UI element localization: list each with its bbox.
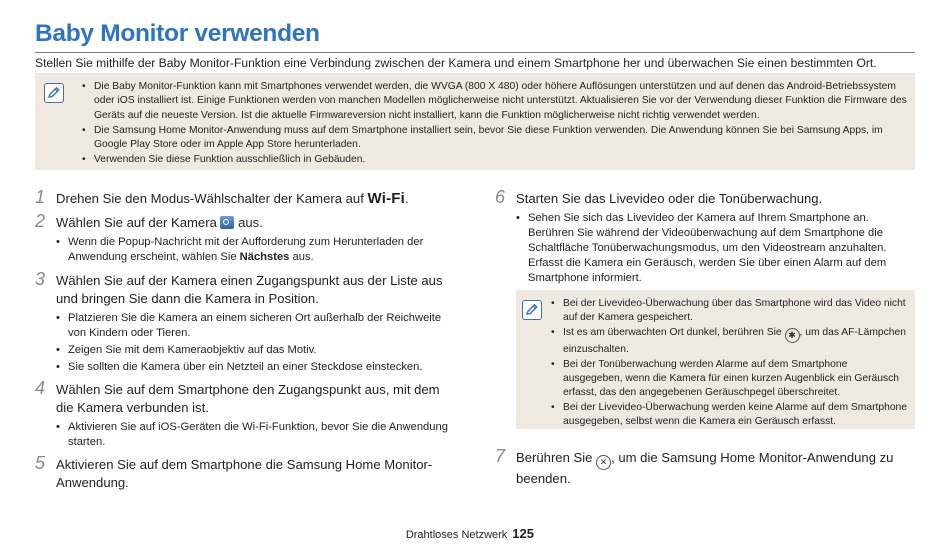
title-divider (35, 52, 915, 53)
footer-section: Drahtloses Netzwerk (405, 529, 508, 541)
page-number: 125 (512, 526, 534, 541)
step-5 (35, 453, 455, 492)
page-footer (406, 526, 534, 541)
note-text: Ist es am überwachten Ort dunkel, berühren Sie (563, 327, 785, 338)
step-text: Aktivieren Sie auf dem Smartphone die Samsung Home Monitor-Anwendung. (56, 457, 433, 490)
page-title: Baby Monitor verwenden (35, 20, 320, 47)
wifi-mode-label: Wi-Fi (367, 190, 406, 207)
step-number: 7 (495, 446, 506, 466)
right-note-item (551, 326, 909, 357)
step-1 (35, 187, 455, 208)
right-column-bottom (495, 446, 915, 488)
step-number: 4 (35, 378, 46, 398)
top-note-item: • Die Baby Monitor-Funktion kann mit Smartphones verwendet werden, die WVGA (800 X 480) oder höhere Auflösungen unterstützen und auf denen das Android-Betriebssystem oder iOS installiert ist. Einige Funktionen werden von manchen Modellen möglicherweise nicht unterstützt. Aktualisieren Sie vor der Verwendung dieser Funktion die Firmware des Geräts auf die neueste Version. Ist die aktuelle Firmwareversion nicht installiert, kann die Funktion möglicherweise nicht richtig verwendet werden. (82, 80, 910, 123)
intro-text: Stellen Sie mithilfe der Baby Monitor-Funktion eine Verbindung zwischen der Kamera und einem Smartphone her und überwachen Sie einen bestimmten Ort. (35, 56, 877, 70)
step-text: Wählen Sie auf der Kamera einen Zugangspunkt aus der Liste aus und bringen Sie dann die Kamera in Position. (56, 273, 443, 306)
step-text: Starten Sie das Livevideo oder die Tonüberwachung. (516, 191, 823, 206)
step-text: Drehen Sie den Modus-Wählschalter der Kamera auf (56, 191, 368, 206)
sub-item: • Zeigen Sie mit dem Kameraobjektiv auf das Motiv. (56, 343, 455, 358)
note-pencil-icon (522, 300, 542, 320)
next-button-label: Nächstes (239, 251, 290, 263)
note-pencil-icon (44, 83, 64, 103)
step-6-subs (495, 211, 915, 286)
step-6 (495, 187, 915, 208)
sub-text: aus. (289, 251, 314, 263)
step-2 (35, 211, 455, 232)
sub-item: • Sie sollten die Kamera über ein Netzteil an einer Steckdose einstecken. (56, 360, 455, 375)
right-note-item: • Bei der Livevideo-Überwachung über das Smartphone wird das Video nicht auf der Kamera gespeichert. (551, 297, 909, 325)
step-number: 6 (495, 187, 506, 207)
step-4-subs (35, 420, 455, 450)
step-text: , um die Samsung Home Monitor-Anwendung zu beenden. (516, 450, 894, 486)
top-note-item: • Verwenden Sie diese Funktion ausschließlich in Gebäuden. (82, 153, 910, 167)
sub-item: • Platzieren Sie die Kamera an einem sicheren Ort außerhalb der Reichweite von Kindern oder Tieren. (56, 311, 455, 341)
sub-item: • Aktivieren Sie auf iOS-Geräten die Wi-Fi-Funktion, bevor Sie die Anwendung starten. (56, 420, 455, 450)
right-column (495, 187, 915, 288)
step-text: . (405, 191, 409, 206)
step-text: aus. (234, 215, 263, 230)
sub-item: • Sehen Sie sich das Livevideo der Kamera auf Ihrem Smartphone an. Berühren Sie während der Videoüberwachung auf dem Smartphone die Schaltfläche Tonüberwachungsmodus, um den Videostream anzuhalten. Erfasst die Kamera ein Geräusch, werden Sie über einen Alarm auf dem Smartphone informiert. (516, 211, 915, 286)
sub-item (56, 235, 455, 265)
top-note-item: • Die Samsung Home Monitor-Anwendung muss auf dem Smartphone installiert sein, bevor Sie diese Funktion verwenden. Die Anwendung können Sie bei Samsung Apps, im Google Play Store oder im Apple App Store herunterladen. (82, 124, 910, 153)
step-number: 5 (35, 453, 46, 473)
step-text: Wählen Sie auf der Kamera (56, 215, 221, 230)
note-text: , um das AF-Lämpchen einzuschalten. (563, 327, 906, 355)
step-number: 3 (35, 269, 46, 289)
step-7 (495, 446, 915, 488)
af-lamp-icon: ✱ (785, 328, 800, 343)
right-note-list (551, 297, 909, 430)
step-text: Wählen Sie auf dem Smartphone den Zugangspunkt aus, mit dem die Kamera verbunden ist. (56, 382, 440, 415)
step-3-subs (35, 311, 455, 375)
step-2-subs (35, 235, 455, 265)
left-column (35, 187, 455, 492)
step-text: Berühren Sie (516, 450, 597, 465)
right-note-item: • Bei der Livevideo-Überwachung werden keine Alarme auf dem Smartphone ausgegeben, selbst wenn die Kamera ein Geräusch erfasst. (551, 401, 909, 429)
close-icon: ✕ (596, 455, 611, 470)
right-note-item: • Bei der Tonüberwachung werden Alarme auf dem Smartphone ausgegeben, wenn die Kamera für einen kurzen Augenblick ein Geräusch erfasst, das den angegebenen Geräuschpegel überschreitet. (551, 358, 909, 400)
step-number: 2 (35, 211, 46, 231)
top-note-box (35, 73, 915, 170)
step-3 (35, 269, 455, 308)
sub-text: Wenn die Popup-Nachricht mit der Aufforderung zum Herunterladen der Anwendung erscheint, wählen Sie (68, 236, 424, 263)
right-note-box (516, 290, 915, 429)
baby-monitor-app-icon (220, 216, 234, 229)
step-number: 1 (35, 187, 46, 207)
step-4 (35, 378, 455, 417)
top-note-list (82, 80, 910, 169)
